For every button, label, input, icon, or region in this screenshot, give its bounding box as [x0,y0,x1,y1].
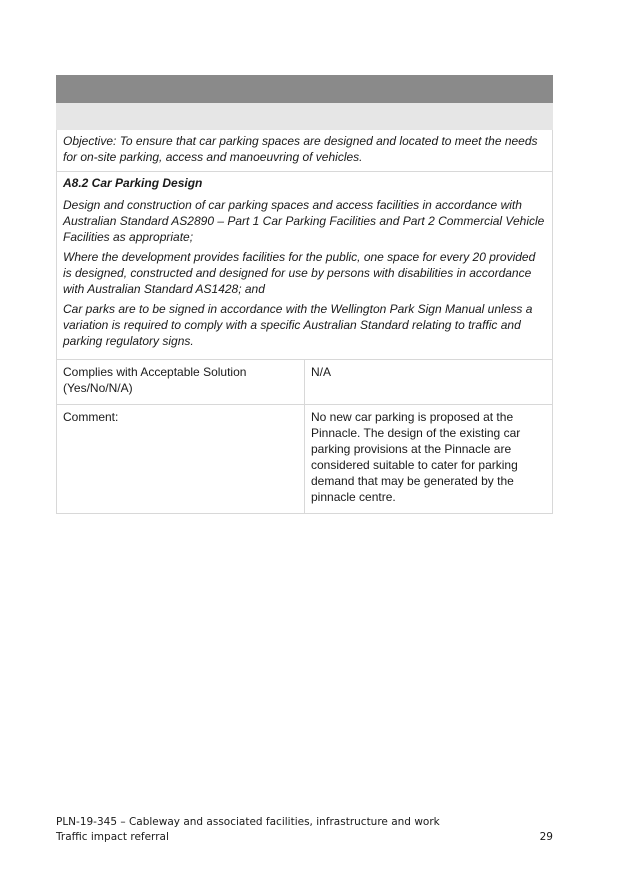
footer-document-title: PLN-19-345 – Cableway and associated facilities, infrastructure and work [56,816,440,828]
comment-value: No new car parking is proposed at the Pinnacle. The design of the existing car parking provisions at the Pinnacle are considered suitable to cater for parking demand that may be generated by the pinnacle centre. [305,405,553,514]
comment-label: Comment: [57,405,305,514]
assessment-table [56,75,553,514]
standard-paragraph: Car parks are to be signed in accordance with the Wellington Park Sign Manual unless a variation is required to comply with a specific Australian Standard relating to traffic and parking regulatory signs. [63,302,533,348]
standard-paragraph: Where the development provides facilities for the public, one space for every 20 provided is designed, constructed and designed for use by persons with disabilities in accordance with Australian Standard AS1428; and [63,250,536,296]
complies-row [57,360,553,405]
complies-label: Complies with Acceptable Solution (Yes/No/N/A) [57,360,305,405]
table-header-bar [57,76,553,103]
page-number: 29 [539,831,553,843]
objective-text: Objective: To ensure that car parking spaces are designed and located to meet the needs for on-site parking, access and manoeuvring of vehicles. [57,130,553,172]
standard-cell [57,172,553,360]
footer-subtitle: Traffic impact referral [56,831,169,843]
comment-row [57,405,553,514]
standard-title: A8.2 Car Parking Design [63,176,203,190]
objective-row [57,130,553,172]
complies-value: N/A [305,360,553,405]
standard-row [57,172,553,360]
table-subheader-bar [57,103,553,130]
standard-paragraph: Design and construction of car parking spaces and access facilities in accordance with Australian Standard AS2890 – Part 1 Car Parking Facilities and Part 2 Commercial Vehicle Facilities as appropriate; [63,198,545,244]
page-footer [56,815,553,845]
